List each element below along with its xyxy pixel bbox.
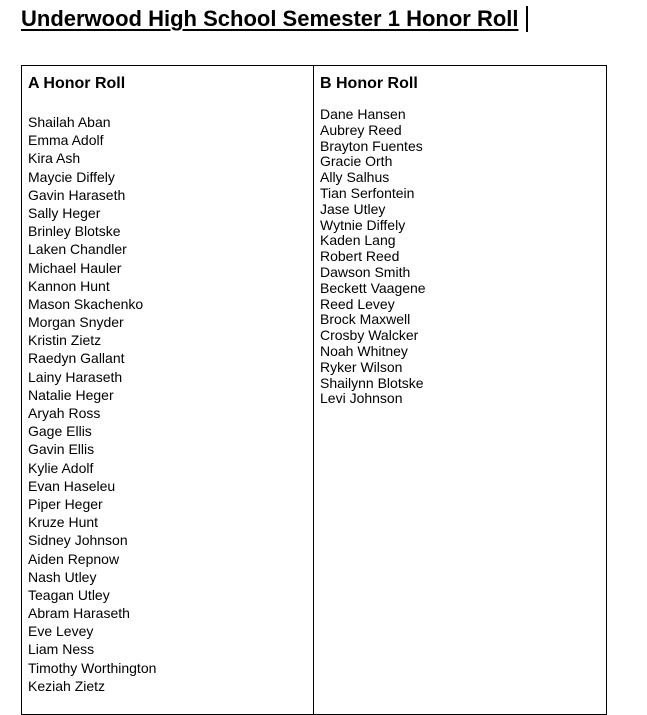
student-name: Reed Levey: [320, 295, 395, 312]
student-name: Robert Reed: [320, 248, 400, 265]
honor-roll-table: [21, 65, 607, 715]
student-name: Shailynn Blotske: [320, 374, 424, 391]
student-name: Keziah Zietz: [28, 677, 106, 694]
student-name: Aryah Ross: [28, 405, 101, 421]
student-name: Lainy Haraseth: [28, 368, 123, 385]
student-name: Abram Haraseth: [28, 605, 130, 622]
student-name: Jase Utley: [320, 200, 386, 217]
document-title[interactable]: Underwood High School Semester 1 Honor Roll: [21, 6, 519, 31]
a-honor-roll-column[interactable]: [22, 66, 314, 714]
student-name: Aiden Repnow: [28, 550, 120, 567]
b-honor-roll-column[interactable]: [314, 66, 606, 714]
student-name: Raedyn Gallant: [28, 350, 125, 367]
student-name: Teagan Utley: [28, 586, 110, 603]
student-name: Evan Haseleu: [28, 477, 116, 494]
student-name: Sally Heger: [28, 204, 101, 221]
student-name: Kira Ash: [28, 150, 81, 167]
student-name: Aubrey Reed: [320, 121, 402, 138]
student-name: Michael Hauler: [28, 259, 122, 276]
student-name: Noah Whitney: [320, 342, 408, 359]
student-name: Wytnie Diffely: [320, 216, 406, 233]
student-name: Shailah Aban: [28, 114, 111, 130]
student-name: Gage Ellis: [28, 423, 92, 440]
student-name: Gavin Ellis: [28, 441, 95, 458]
student-name: Kaden Lang: [320, 232, 396, 249]
student-name: Mason Skachenko: [28, 295, 144, 312]
student-name: Brayton Fuentes: [320, 137, 423, 154]
student-name: Kylie Adolf: [28, 459, 94, 476]
b-honor-roll-heading: B Honor Roll: [320, 75, 418, 92]
student-name: Brock Maxwell: [320, 311, 411, 328]
student-name: Emma Adolf: [28, 132, 104, 149]
title-row: [21, 4, 528, 34]
student-name: Brinley Blotske: [28, 223, 121, 240]
student-name: Beckett Vaagene: [320, 279, 426, 296]
student-name: Kannon Hunt: [28, 277, 110, 294]
student-name: Gavin Haraseth: [28, 186, 126, 203]
student-name: Eve Levey: [28, 623, 94, 640]
text-cursor: [526, 6, 528, 32]
student-name: Laken Chandler: [28, 241, 127, 258]
student-name: Morgan Snyder: [28, 314, 124, 331]
student-name: Ryker Wilson: [320, 358, 403, 375]
student-name: Tian Serfontein: [320, 184, 415, 201]
student-name: Dawson Smith: [320, 263, 411, 280]
student-name: Maycie Diffely: [28, 168, 115, 185]
student-name: Ally Salhus: [320, 169, 390, 186]
a-honor-roll-heading: A Honor Roll: [28, 75, 126, 92]
student-name: Dane Hansen: [320, 106, 406, 122]
student-name: Kristin Zietz: [28, 332, 102, 349]
b-honor-roll-list: [320, 107, 606, 407]
student-name: Natalie Heger: [28, 386, 114, 403]
student-name: Sidney Johnson: [28, 532, 128, 549]
student-name: Gracie Orth: [320, 153, 393, 170]
student-name: Liam Ness: [28, 641, 95, 658]
a-honor-roll-list: [28, 113, 313, 695]
student-name: Piper Heger: [28, 495, 103, 512]
student-name: Nash Utley: [28, 568, 97, 585]
student-name: Levi Johnson: [320, 390, 403, 407]
student-name: Kruze Hunt: [28, 514, 99, 531]
student-name: Crosby Walcker: [320, 327, 419, 344]
student-name: Timothy Worthington: [28, 659, 157, 676]
